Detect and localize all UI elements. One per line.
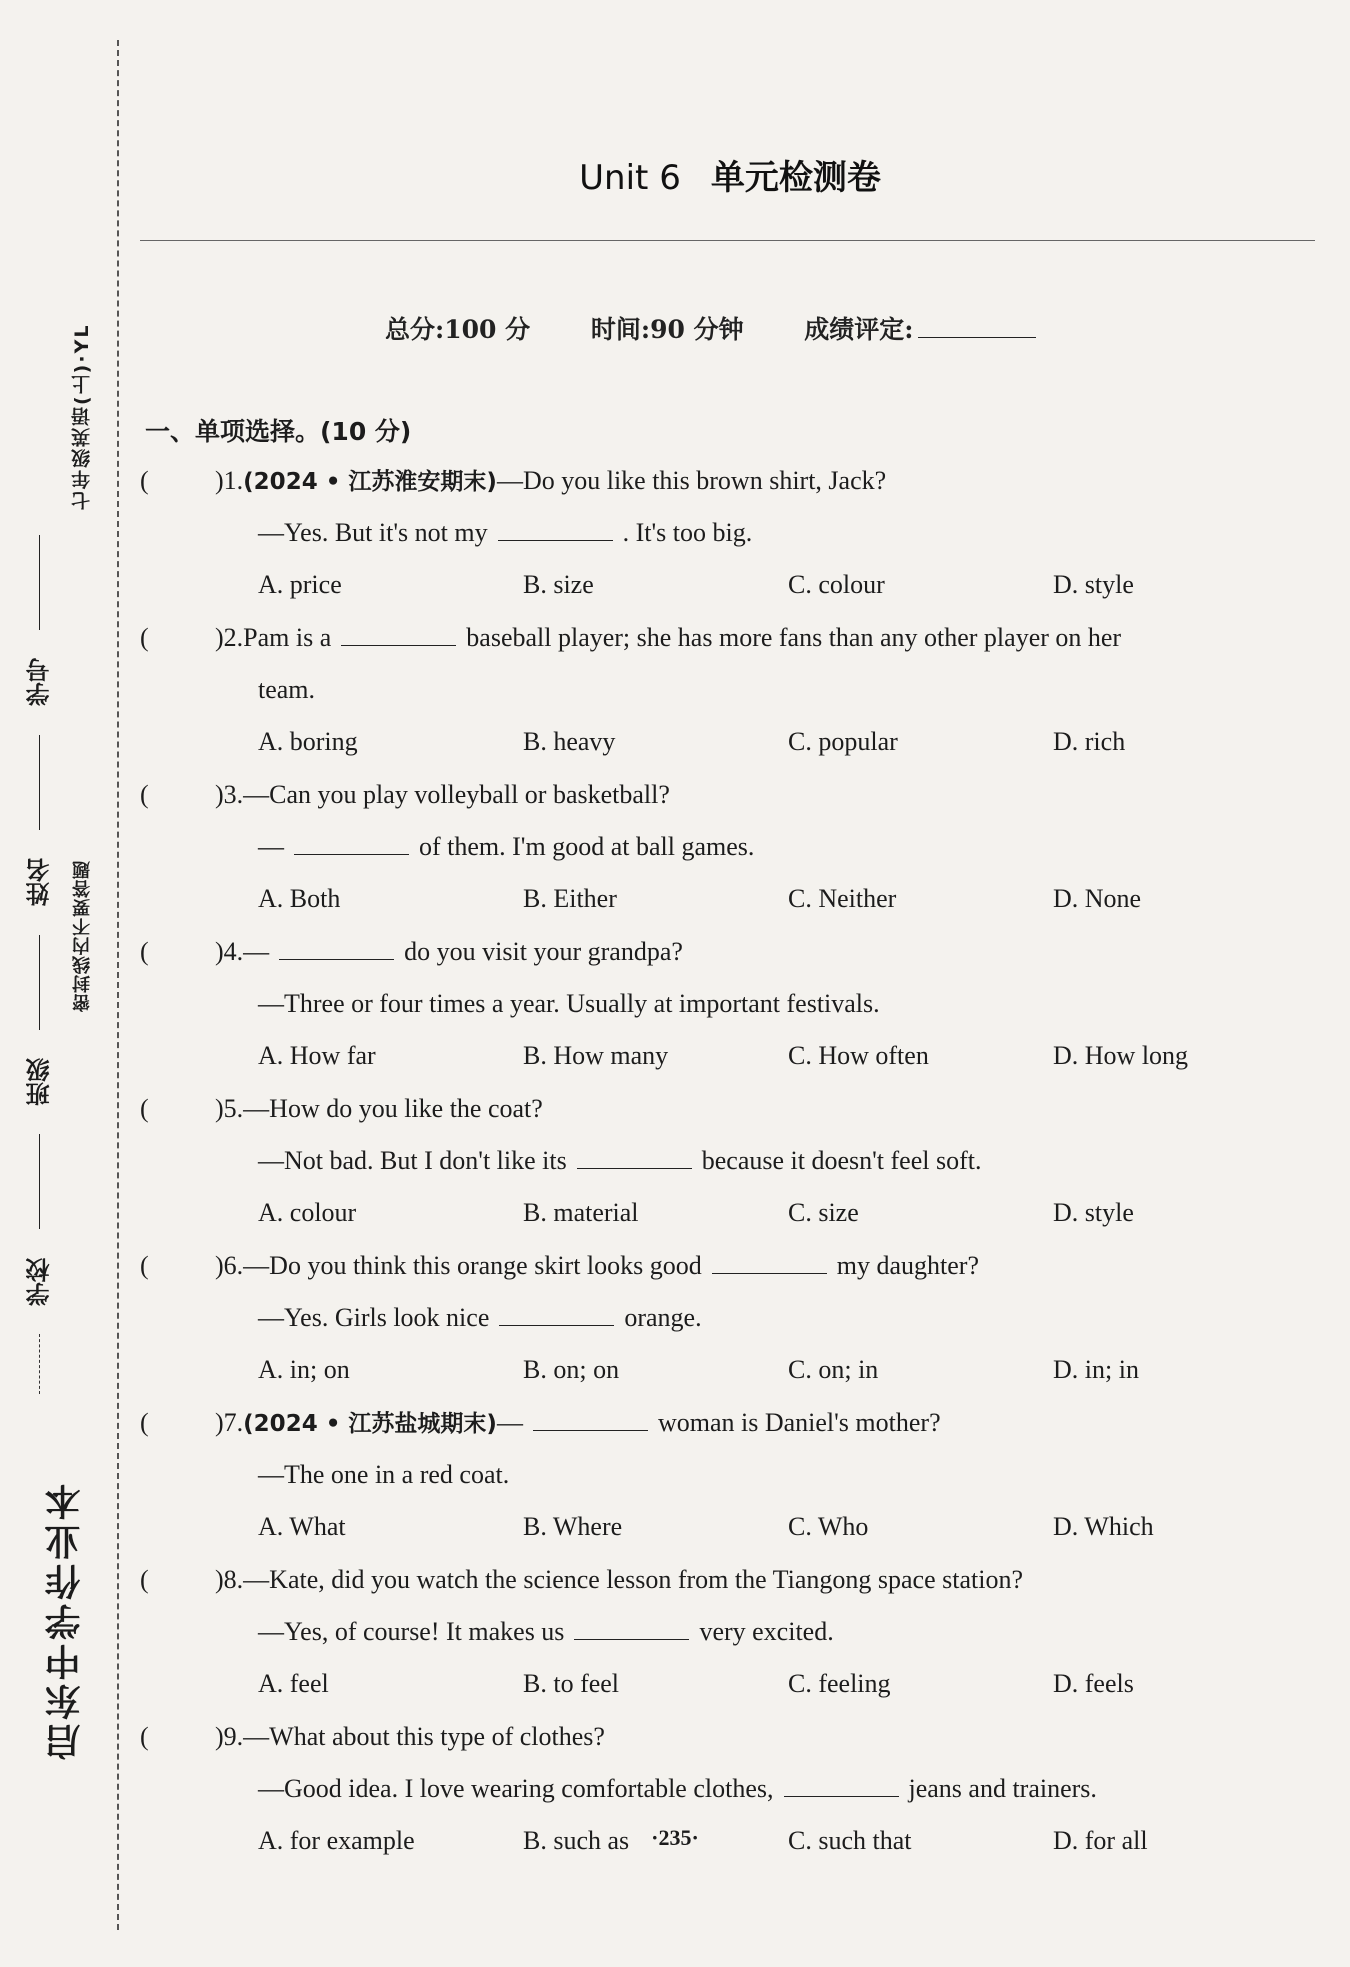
- question-text: —: [258, 832, 284, 861]
- answer-paren[interactable]: (: [140, 780, 149, 809]
- option-c[interactable]: C. Neither: [788, 884, 897, 913]
- option-c[interactable]: C. size: [788, 1198, 859, 1227]
- question-text: do you visit your grandpa?: [404, 937, 683, 966]
- question-text: —Can you play volleyball or basketball?: [243, 780, 670, 809]
- series-label: 七年级英语(上)·YL: [71, 323, 93, 510]
- question-text: —What about this type of clothes?: [243, 1722, 605, 1751]
- question-text: Pam is a: [243, 623, 332, 652]
- option-b[interactable]: B. How many: [523, 1041, 669, 1070]
- option-a[interactable]: A. Both: [258, 884, 341, 913]
- question-number: )2.: [215, 623, 244, 652]
- field-label-name: 姓名: [26, 858, 54, 907]
- answer-blank[interactable]: [784, 1795, 899, 1797]
- answer-blank[interactable]: [499, 1324, 614, 1326]
- option-a[interactable]: A. How far: [258, 1041, 376, 1070]
- field-label-school: 学校: [26, 1257, 54, 1306]
- section-heading: 一、单项选择。(10 分): [145, 417, 412, 446]
- school-blank[interactable]: [40, 1134, 41, 1229]
- question-text: —Good idea. I love wearing comfortable clothes,: [258, 1774, 774, 1803]
- answer-paren[interactable]: (: [140, 1565, 149, 1594]
- option-a[interactable]: A. for example: [258, 1826, 415, 1855]
- question-4: [140, 926, 1325, 1082]
- question-text: orange.: [624, 1303, 702, 1332]
- option-a[interactable]: A. price: [258, 570, 342, 599]
- seal-dashed-line: [117, 40, 119, 1930]
- question-2: [140, 612, 1325, 768]
- option-d[interactable]: D. How long: [1053, 1041, 1189, 1070]
- question-text: very excited.: [699, 1617, 834, 1646]
- answer-blank[interactable]: [498, 539, 613, 541]
- answer-paren[interactable]: (: [140, 1094, 149, 1123]
- question-text: —Not bad. But I don't like its: [258, 1146, 567, 1175]
- question-7: [140, 1397, 1325, 1553]
- option-c[interactable]: C. popular: [788, 727, 898, 756]
- question-5: [140, 1083, 1325, 1239]
- student-info-fields: [22, 520, 57, 1400]
- question-text: because it doesn't feel soft.: [701, 1146, 982, 1175]
- option-b[interactable]: B. on; on: [523, 1355, 620, 1384]
- answer-blank[interactable]: [341, 644, 456, 646]
- option-b[interactable]: B. such as: [523, 1826, 630, 1855]
- question-text: —: [496, 1408, 523, 1437]
- option-d[interactable]: D. in; in: [1053, 1355, 1139, 1384]
- question-number: )6.: [215, 1251, 244, 1280]
- question-number: )9.: [215, 1722, 244, 1751]
- option-b[interactable]: B. material: [523, 1198, 639, 1227]
- question-source: (2024 • 江苏盐城期末): [243, 1411, 497, 1437]
- question-number: )4.: [215, 937, 244, 966]
- option-c[interactable]: C. feeling: [788, 1669, 891, 1698]
- answer-blank[interactable]: [533, 1429, 648, 1431]
- question-text: —: [243, 937, 270, 966]
- answer-paren[interactable]: (: [140, 623, 149, 652]
- title-divider: [140, 240, 1315, 241]
- page-number: ·235·: [651, 1825, 699, 1850]
- grade-blank[interactable]: [918, 337, 1036, 338]
- question-number: )8.: [215, 1565, 244, 1594]
- binding-margin: [0, 0, 120, 1967]
- seal-notice: 密封线内不要答题: [72, 860, 93, 1012]
- answer-paren[interactable]: (: [140, 937, 149, 966]
- option-c[interactable]: C. colour: [788, 570, 885, 599]
- answer-blank[interactable]: [577, 1167, 692, 1169]
- class-blank[interactable]: [40, 935, 41, 1030]
- option-a[interactable]: A. in; on: [258, 1355, 350, 1384]
- option-d[interactable]: D. rich: [1053, 727, 1126, 756]
- question-text: —Yes. Girls look nice: [258, 1303, 490, 1332]
- field-label-class: 班级: [26, 1057, 54, 1106]
- answer-paren[interactable]: (: [140, 466, 149, 495]
- question-text: —Kate, did you watch the science lesson from the Tiangong space station?: [243, 1565, 1023, 1594]
- answer-paren[interactable]: (: [140, 1408, 149, 1437]
- answer-blank[interactable]: [279, 958, 394, 960]
- dash-segment: [40, 1334, 41, 1394]
- option-a[interactable]: A. What: [258, 1512, 346, 1541]
- option-b[interactable]: B. size: [523, 570, 594, 599]
- question-text: team.: [258, 675, 316, 704]
- answer-blank[interactable]: [294, 853, 409, 855]
- unit-label: Unit 6: [579, 158, 681, 198]
- option-c[interactable]: C. such that: [788, 1826, 912, 1855]
- question-text: jeans and trainers.: [908, 1774, 1097, 1803]
- option-d[interactable]: D. style: [1053, 570, 1134, 599]
- question-text: baseball player; she has more fans than any other player on her: [466, 623, 1122, 652]
- exam-time: 时间:90 分钟: [590, 315, 744, 344]
- answer-paren[interactable]: (: [140, 1722, 149, 1751]
- option-d[interactable]: D. for all: [1053, 1826, 1148, 1855]
- field-label-id: 学号: [26, 658, 54, 707]
- option-d[interactable]: D. None: [1053, 884, 1142, 913]
- question-8: [140, 1554, 1325, 1710]
- option-c[interactable]: C. Who: [788, 1512, 869, 1541]
- question-3: [140, 769, 1325, 925]
- exam-meta: [385, 310, 1088, 346]
- school-brand: 启东中学作业本: [45, 1480, 86, 1760]
- question-text: woman is Daniel's mother?: [657, 1408, 941, 1437]
- answer-blank[interactable]: [712, 1272, 827, 1274]
- question-text: —Yes. But it's not my: [258, 518, 488, 547]
- question-text: . It's too big.: [622, 518, 753, 547]
- question-number: )5.: [215, 1094, 244, 1123]
- question-text: —Three or four times a year. Usually at important festivals.: [258, 989, 880, 1018]
- option-a[interactable]: A. colour: [258, 1198, 357, 1227]
- question-text: —How do you like the coat?: [243, 1094, 543, 1123]
- option-d[interactable]: D. feels: [1053, 1669, 1134, 1698]
- option-d[interactable]: D. style: [1053, 1198, 1134, 1227]
- option-b[interactable]: B. Where: [523, 1512, 623, 1541]
- option-a[interactable]: A. boring: [258, 727, 358, 756]
- question-number: )7.: [215, 1408, 244, 1437]
- option-b[interactable]: B. heavy: [523, 727, 616, 756]
- answer-paren[interactable]: (: [140, 1251, 149, 1280]
- option-d[interactable]: D. Which: [1053, 1512, 1154, 1541]
- question-text: —Do you think this orange skirt looks good: [243, 1251, 702, 1280]
- question-text: my daughter?: [836, 1251, 979, 1280]
- page-title: [140, 150, 1320, 199]
- total-score: 总分:100 分: [385, 315, 531, 344]
- option-c[interactable]: C. on; in: [788, 1355, 879, 1384]
- option-b[interactable]: B. Either: [523, 884, 617, 913]
- question-1: [140, 455, 1325, 611]
- name-blank[interactable]: [40, 735, 41, 830]
- option-c[interactable]: C. How often: [788, 1041, 929, 1070]
- question-number: )1.: [215, 466, 244, 495]
- question-text: —The one in a red coat.: [258, 1460, 510, 1489]
- question-text: —Yes, of course! It makes us: [258, 1617, 565, 1646]
- answer-blank[interactable]: [574, 1638, 689, 1640]
- option-b[interactable]: B. to feel: [523, 1669, 620, 1698]
- title-cn: 单元检测卷: [710, 158, 881, 198]
- question-text: of them. I'm good at ball games.: [419, 832, 755, 861]
- grade-label: 成绩评定:: [804, 315, 914, 344]
- question-source: (2024 • 江苏淮安期末): [243, 469, 497, 495]
- question-6: [140, 1240, 1325, 1396]
- question-number: )3.: [215, 780, 244, 809]
- question-text: —Do you like this brown shirt, Jack?: [496, 466, 887, 495]
- option-a[interactable]: A. feel: [258, 1669, 329, 1698]
- id-blank[interactable]: [40, 535, 41, 630]
